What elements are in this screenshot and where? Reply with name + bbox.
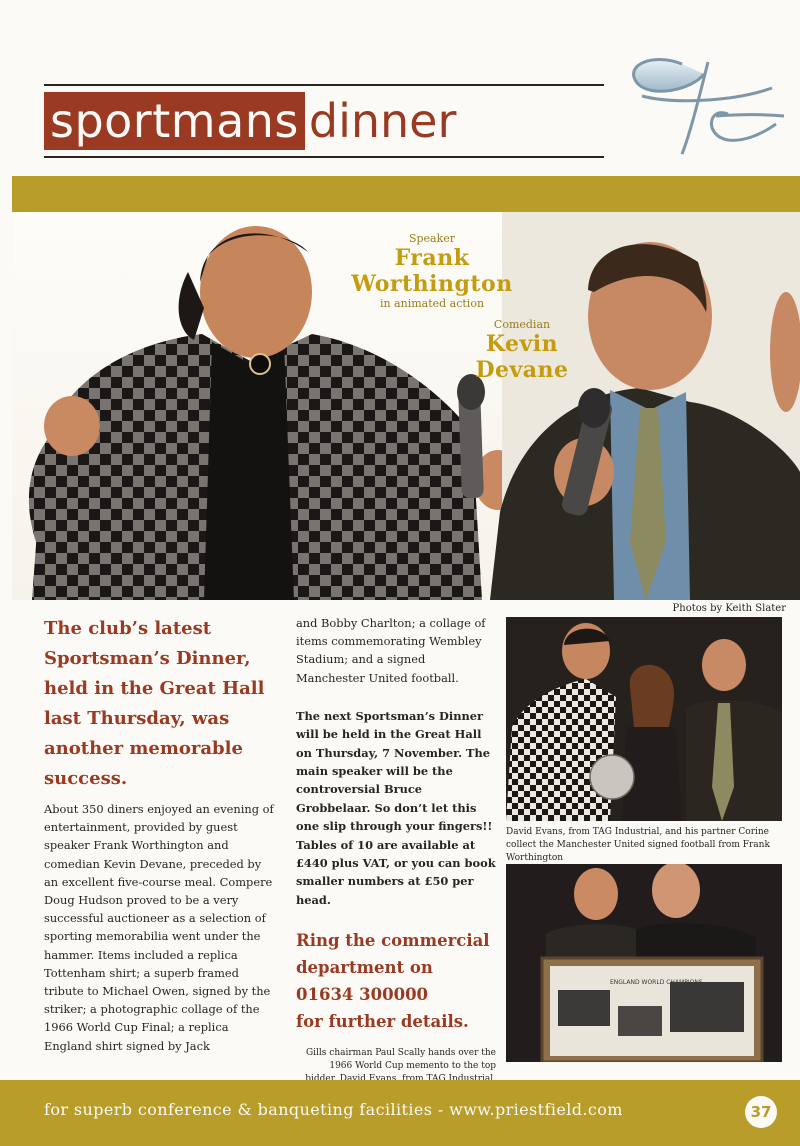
title-part-sportmans: sportmans <box>44 92 305 150</box>
ring-line-4: for further details. <box>296 1012 469 1032</box>
ring-cta <box>296 927 496 1035</box>
page-title <box>44 92 460 150</box>
article-lede: The club’s latest Sportsman’s Dinner, held in the Great Hall last Thursday, was another memorable success. <box>44 618 265 789</box>
speaker-photo-kevin <box>490 212 800 600</box>
caption-kevin-name1: Kevin <box>485 331 559 357</box>
article-column-1 <box>44 614 276 1055</box>
article-body-col2: and Bobby Charlton; a collage of items commemorating Wembley Stadium; and a signed Manchester United football. <box>296 616 486 685</box>
article-body-col1: About 350 diners enjoyed an evening of entertainment, provided by guest speaker Frank Worthington and comedian Kevin Devane, preceded by an excellent five-course meal. Compere Doug Hudson proved to be a very successful auctioneer as a selection of sporting memorabilia went under the hammer. Items included a replica Tottenham shirt; a superb framed tribute to Michael Owen, signed by the striker; a photographic collage of the 1966 World Cup Final; a replica England shirt signed by Jack <box>44 802 274 1053</box>
caption-bottom-photo: Gills chairman Paul Scally hands over the 1966 World Cup memento to the top <box>305 1048 496 1072</box>
title-part-dinner: dinner <box>308 94 457 148</box>
caption-frank-name1: Frank <box>394 245 470 271</box>
photo-football-presentation <box>506 617 782 821</box>
footer-text: for superb conference & banqueting facilities - www.priestfield.com <box>44 1100 623 1119</box>
hero-gold-band <box>12 176 800 212</box>
hero-photo <box>12 212 800 600</box>
caption-frank-role: Speaker <box>408 232 456 245</box>
article-column-2 <box>296 614 496 1086</box>
caption-frank-name2: Worthington <box>351 271 513 297</box>
photo-world-cup-memento <box>506 864 782 1062</box>
caption-frank <box>342 232 522 310</box>
next-event-notice: The next Sportsman’s Dinner will be held in the Great Hall on Thursday, 7 November. The main speaker will be the controversial Bruce Grobbelaar. So don’t let this one slip through your fingers!! Tables of 10 are available at £440 plus VAT, or you can book smaller numbers at £50 per head. <box>296 708 496 907</box>
header-rule-bottom <box>44 156 604 158</box>
ring-line-1: Ring the commercial <box>296 931 490 951</box>
caption-top-photo: David Evans, from TAG Industrial, and his partner Corine collect the Manchester United signed football from Frank Worthington <box>506 827 770 863</box>
caption-kevin-name2: Devane <box>475 357 569 383</box>
ring-phone: 01634 300000 <box>296 985 429 1005</box>
gfc-logo <box>612 44 792 164</box>
caption-kevin <box>452 318 592 383</box>
frame-label: ENGLAND WORLD CHAMPIONS <box>610 979 703 986</box>
photo-credit: Photos by Keith Slater <box>672 603 786 614</box>
hero-banner <box>12 176 800 600</box>
caption-kevin-role: Comedian <box>493 318 551 331</box>
header-rule-top <box>44 84 604 86</box>
caption-frank-note: in animated action <box>379 297 485 310</box>
page-number-badge: 37 <box>745 1096 777 1128</box>
ring-line-2: department on <box>296 958 433 978</box>
